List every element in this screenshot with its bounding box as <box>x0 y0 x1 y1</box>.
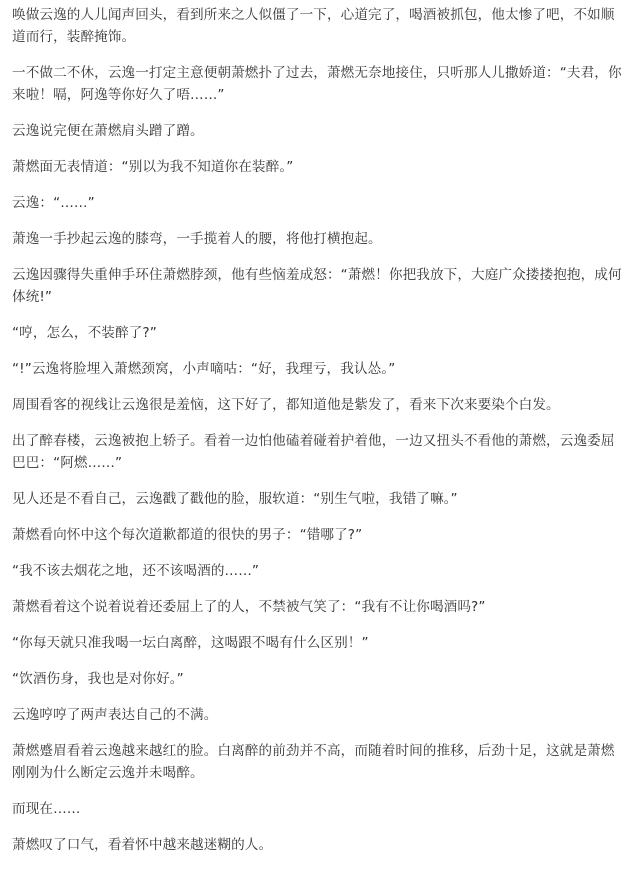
paragraph-3: 云逸说完便在萧燃肩头蹭了蹭。 <box>12 123 204 139</box>
paragraph-20: 而现在…… <box>12 801 81 817</box>
paragraph-11: 出了醉春楼，云逸被抱上轿子。看着一边怕他磕着碰着护着他，一边又扭头不看他的萧燃，云逸委屈巴巴：“阿燃……” <box>12 433 615 471</box>
paragraph-1: 唤做云逸的人儿闻声回头，看到所来之人似僵了一下，心道完了，喝酒被抓包，他太惨了吧，不如顺道而行，装醉掩饰。 <box>12 7 615 45</box>
paragraph-16: “你每天就只准我喝一坛白离醉，这喝跟不喝有什么区别！” <box>12 635 369 651</box>
paragraph-21: 萧燃叹了口气，看着怀中越来越迷糊的人。 <box>12 837 273 853</box>
paragraph-14: “我不该去烟花之地，还不该喝酒的……” <box>12 563 260 579</box>
paragraph-18: 云逸哼哼了两声表达自己的不满。 <box>12 707 218 723</box>
paragraph-5: 云逸：“……” <box>12 195 95 211</box>
paragraph-8: “哼，怎么，不装醉了?” <box>12 325 157 341</box>
paragraph-7: 云逸因骤得失重伸手环住萧燃脖颈，他有些恼羞成怒：“萧燃！你把我放下，大庭广众搂搂抱抱，成何体统!” <box>12 267 622 305</box>
paragraph-2: 一不做二不休，云逸一打定主意便朝萧燃扑了过去，萧燃无奈地接住，只听那人儿撒娇道：“夫君，你来啦！嗝，阿逸等你好久了唔……” <box>12 65 622 103</box>
paragraph-4: 萧燃面无表情道：“别以为我不知道你在装醉。” <box>12 159 294 175</box>
paragraph-17: “饮酒伤身，我也是对你好。” <box>12 671 184 687</box>
article-body <box>12 4 628 870</box>
paragraph-15: 萧燃看着这个说着说着还委屈上了的人，不禁被气笑了：“我有不让你喝酒吗?” <box>12 599 486 615</box>
paragraph-12: 见人还是不看自己，云逸戳了戳他的脸，服软道：“别生气啦，我错了嘛。” <box>12 491 458 507</box>
paragraph-19: 萧燃蹙眉看着云逸越来越红的脸。白离醉的前劲并不高，而随着时间的推移，后劲十足，这就是萧燃刚刚为什么断定云逸并未喝醉。 <box>12 743 615 781</box>
paragraph-9: “!”云逸将脸埋入萧燃颈窝，小声嘀咕：“好，我理亏，我认怂。” <box>12 361 396 377</box>
paragraph-6: 萧逸一手抄起云逸的膝弯，一手揽着人的腰，将他打横抱起。 <box>12 231 382 247</box>
paragraph-13: 萧燃看向怀中这个每次道歉都道的很快的男子：“错哪了?” <box>12 527 363 543</box>
paragraph-10: 周围看客的视线让云逸很是羞恼，这下好了，都知道他是紫发了，看来下次来要染个白发。 <box>12 397 560 413</box>
